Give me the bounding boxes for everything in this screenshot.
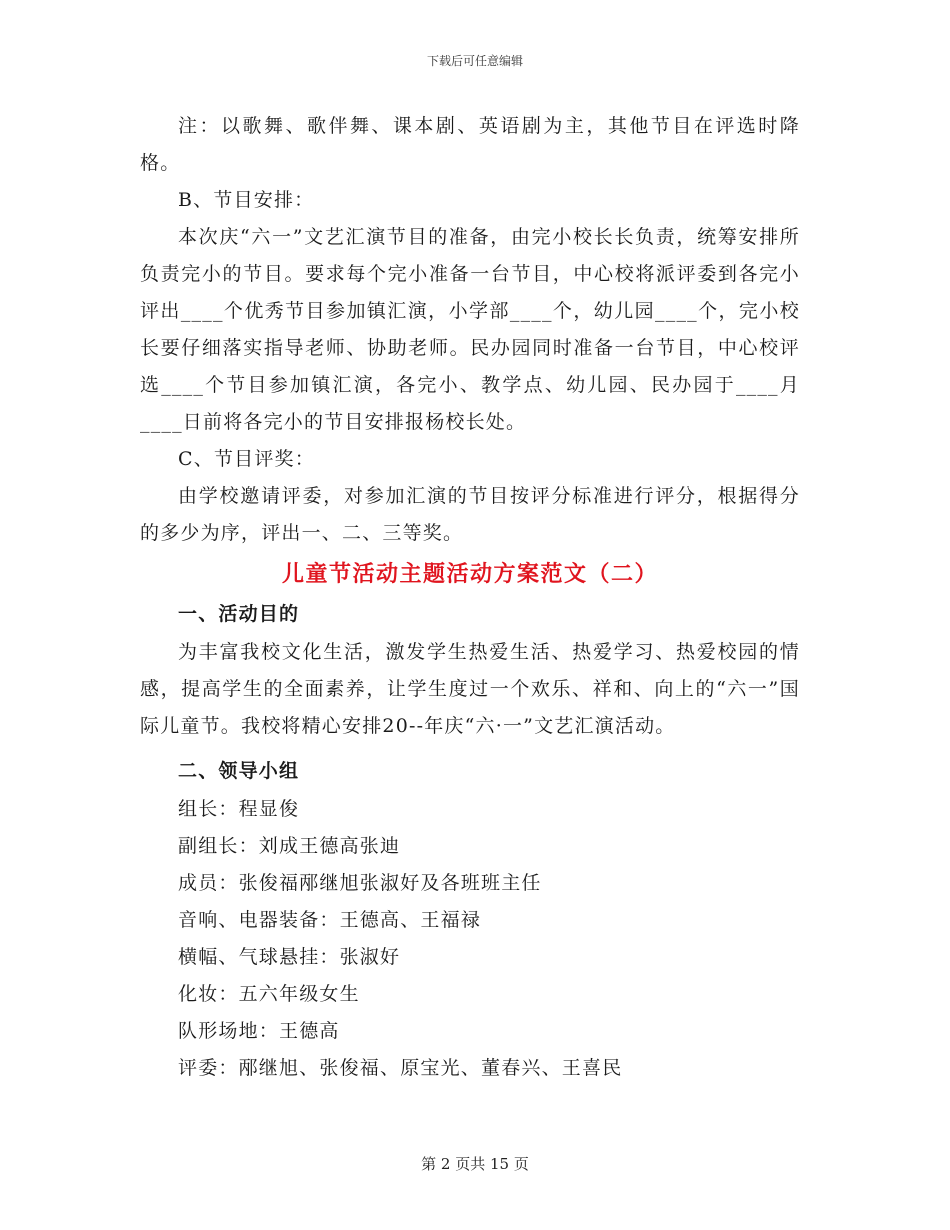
list-item: 队形场地：王德高 [178, 1020, 340, 1042]
page-header: 下载后可任意编辑 [426, 54, 523, 68]
section-b-body: 本次庆“六一”文艺汇演节目的准备，由完小校长长负责，统筹安排所负责完小的节目。要求每个完小准备一台节目，中心校将派评委到各完小评出____个优秀节目参加镇汇演，小学部____个，幼儿园____个，完小校长要仔细落实指导老师、协助老师。民办园同时准备一台节目，中心校评选____个节目参加镇汇演，各完小、教学点、幼儿园、民办园于____月____日前将各完小的节目安排报杨校长处。 [140, 226, 800, 433]
note-paragraph: 注：以歌舞、歌伴舞、课本剧、英语剧为主，其他节目在评选时降格。 [140, 115, 800, 174]
list-item: 横幅、气球悬挂：张淑好 [178, 946, 401, 968]
leadership-list [140, 791, 800, 1087]
section-c-heading: C、节目评奖： [178, 448, 315, 470]
page-footer: 第 2 页共 15 页 [421, 1155, 529, 1173]
section-c-body: 由学校邀请评委，对参加汇演的节目按评分标准进行评分，根据得分的多少为序，评出一、二、三等奖。 [140, 485, 800, 544]
list-item: 成员：张俊福邴继旭张淑好及各班班主任 [178, 872, 542, 894]
list-item: 组长：程显俊 [178, 798, 300, 820]
list-item: 评委：邴继旭、张俊福、原宝光、董春兴、王喜民 [178, 1057, 623, 1079]
section-1-heading: 一、活动目的 [178, 603, 300, 625]
section-1-body: 为丰富我校文化生活，激发学生热爱生活、热爱学习、热爱校园的情感，提高学生的全面素养，让学生度过一个欢乐、祥和、向上的“六一”国际儿童节。我校将精心安排20--年庆“六·一”文艺汇演活动。 [140, 641, 800, 737]
section-2-heading: 二、领导小组 [178, 760, 300, 782]
list-item: 化妆：五六年级女生 [178, 983, 360, 1005]
document-title: 儿童节活动主题活动方案范文（二） [281, 561, 658, 587]
list-item: 副组长：刘成王德高张迪 [178, 835, 401, 857]
document-body [140, 108, 800, 1087]
list-item: 音响、电器装备：王德高、王福禄 [178, 909, 482, 931]
section-b-heading: B、节目安排： [178, 189, 315, 211]
